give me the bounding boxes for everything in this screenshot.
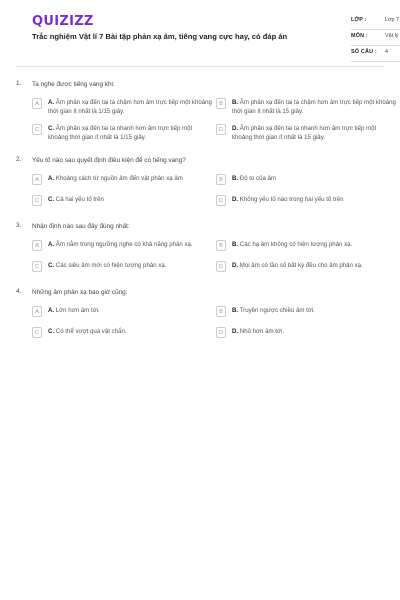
question-text: Nhận định nào sau đây đúng nhất: bbox=[32, 223, 130, 230]
option-letter: D. bbox=[232, 196, 239, 203]
answer-option-b[interactable] bbox=[216, 240, 396, 253]
option-checkbox[interactable]: C bbox=[32, 327, 42, 338]
meta-row-question-count bbox=[351, 46, 400, 62]
quizizz-logo: QUIZIZZ bbox=[32, 14, 94, 29]
option-text: Âm phản xạ đến tai ta chậm hơn âm trực tiếp một khoảng thời gian ít nhất là 15 giây. bbox=[232, 99, 396, 115]
option-text: Mọi âm có tần số bất kỳ đều cho âm phản xạ. bbox=[239, 262, 363, 269]
answer-options bbox=[32, 174, 384, 208]
option-content bbox=[232, 174, 276, 184]
option-checkbox[interactable]: C bbox=[32, 195, 42, 206]
option-content bbox=[232, 261, 363, 271]
option-content bbox=[232, 327, 284, 337]
option-content bbox=[232, 306, 315, 316]
option-checkbox[interactable]: D bbox=[216, 327, 226, 338]
option-content bbox=[48, 98, 212, 116]
worksheet-meta bbox=[351, 14, 400, 62]
option-checkbox[interactable]: A bbox=[32, 240, 42, 251]
answer-option-b[interactable] bbox=[216, 98, 396, 116]
option-checkbox[interactable]: A bbox=[32, 98, 42, 109]
question-number: 1. bbox=[16, 80, 22, 87]
option-text: Độ to của âm bbox=[239, 175, 277, 182]
option-letter: D. bbox=[232, 328, 239, 335]
option-letter: C. bbox=[48, 328, 55, 335]
answer-option-a[interactable] bbox=[32, 174, 212, 187]
option-letter: D. bbox=[232, 125, 239, 132]
question-1 bbox=[16, 80, 396, 142]
option-text: Nhỏ hơn âm tới. bbox=[239, 328, 285, 335]
option-text: Âm phản xạ đến tai ta chậm hơn âm trực tiếp một khoảng thời gian ít nhất là 1/15 giây. bbox=[48, 99, 212, 115]
option-letter: D. bbox=[232, 262, 239, 269]
option-letter: A. bbox=[48, 307, 55, 314]
option-letter: A. bbox=[48, 241, 55, 248]
question-2 bbox=[16, 156, 384, 208]
option-content bbox=[48, 195, 104, 205]
option-checkbox[interactable]: C bbox=[32, 261, 42, 272]
option-text: Âm phản xạ đến tai ta nhanh hơn âm trực tiếp một khoảng thời gian ít nhất là 15 giây. bbox=[232, 125, 377, 141]
option-content bbox=[48, 306, 100, 316]
option-letter: C. bbox=[48, 196, 55, 203]
question-text: Những âm phản xạ bao giờ cũng: bbox=[32, 289, 128, 296]
option-text: Có thể vượt qua vật chắn. bbox=[55, 328, 127, 335]
option-checkbox[interactable]: D bbox=[216, 261, 226, 272]
answer-option-a[interactable] bbox=[32, 98, 212, 116]
question-3 bbox=[16, 222, 384, 274]
worksheet-title: Trắc nghiệm Vật lí 7 Bài tập phản xạ âm, tiếng vang cực hay, có đáp án bbox=[32, 32, 288, 41]
option-text: Âm nằm trong ngưỡng nghe có khả năng phản xạ. bbox=[55, 241, 193, 248]
meta-row-class bbox=[351, 14, 400, 30]
option-content bbox=[48, 124, 212, 142]
meta-label: MÔN : bbox=[351, 33, 368, 39]
option-checkbox[interactable]: B bbox=[216, 306, 226, 317]
option-content bbox=[232, 195, 343, 205]
option-content bbox=[48, 327, 127, 337]
option-checkbox[interactable]: A bbox=[32, 174, 42, 185]
option-text: Cả hai yếu tố trên bbox=[55, 196, 104, 203]
option-letter: B. bbox=[232, 99, 239, 106]
question-list bbox=[16, 80, 396, 354]
option-checkbox[interactable]: A bbox=[32, 306, 42, 317]
answer-options bbox=[32, 306, 384, 340]
option-checkbox[interactable]: C bbox=[32, 124, 42, 135]
answer-option-c[interactable] bbox=[32, 124, 212, 142]
option-text: Các hạ âm không có hiện tượng phản xạ. bbox=[239, 241, 353, 248]
option-content bbox=[232, 98, 396, 116]
option-content bbox=[232, 240, 352, 250]
header-divider bbox=[16, 66, 384, 67]
answer-options bbox=[32, 240, 384, 274]
option-text: Truyền ngược chiều âm tới. bbox=[239, 307, 315, 314]
answer-option-b[interactable] bbox=[216, 174, 396, 187]
answer-option-d[interactable] bbox=[216, 327, 396, 340]
option-checkbox[interactable]: B bbox=[216, 174, 226, 185]
meta-row-subject bbox=[351, 30, 400, 46]
option-letter: B. bbox=[232, 307, 239, 314]
option-text: Không yếu tố nào trong hai yếu tố trên bbox=[239, 196, 344, 203]
meta-value: Lớp 7 bbox=[385, 17, 400, 23]
option-text: Khoảng cách từ nguồn âm đến vật phản xạ âm bbox=[55, 175, 183, 182]
question-number: 4. bbox=[16, 288, 22, 295]
question-number: 3. bbox=[16, 222, 22, 229]
answer-option-a[interactable] bbox=[32, 306, 212, 319]
meta-value: Vật lý bbox=[385, 33, 399, 39]
meta-value: 4 bbox=[385, 49, 388, 55]
option-content bbox=[48, 261, 166, 271]
option-text: Âm phản xạ đến tai ta nhanh hơn âm trực tiếp một khoảng thời gian ít nhất là 1/15 giây. bbox=[48, 125, 193, 141]
question-text: Ta nghe được tiếng vang khi: bbox=[32, 81, 115, 88]
answer-option-c[interactable] bbox=[32, 327, 212, 340]
option-text: Lớn hơn âm tới. bbox=[55, 307, 100, 314]
option-checkbox[interactable]: B bbox=[216, 240, 226, 251]
answer-options bbox=[32, 98, 396, 142]
answer-option-a[interactable] bbox=[32, 240, 212, 253]
answer-option-b[interactable] bbox=[216, 306, 396, 319]
answer-option-d[interactable] bbox=[216, 195, 396, 208]
option-letter: A. bbox=[48, 175, 55, 182]
question-text: Yếu tố nào sau quyết định điều kiện để có tiếng vang? bbox=[32, 157, 186, 164]
worksheet-header bbox=[16, 0, 400, 62]
answer-option-c[interactable] bbox=[32, 195, 212, 208]
option-letter: C. bbox=[48, 125, 55, 132]
option-letter: B. bbox=[232, 175, 239, 182]
option-text: Các siêu âm mới có hiện tượng phản xạ. bbox=[55, 262, 167, 269]
option-checkbox[interactable]: D bbox=[216, 195, 226, 206]
meta-label: LỚP : bbox=[351, 17, 367, 23]
question-4 bbox=[16, 288, 384, 340]
option-content bbox=[48, 174, 183, 184]
answer-option-c[interactable] bbox=[32, 261, 212, 274]
option-checkbox[interactable]: B bbox=[216, 98, 226, 109]
option-content bbox=[48, 240, 193, 250]
question-number: 2. bbox=[16, 156, 22, 163]
option-content bbox=[232, 124, 396, 142]
answer-option-d[interactable] bbox=[216, 124, 396, 142]
meta-label: SỐ CÂU : bbox=[351, 49, 377, 55]
option-letter: C. bbox=[48, 262, 55, 269]
option-letter: A. bbox=[48, 99, 55, 106]
answer-option-d[interactable] bbox=[216, 261, 396, 274]
option-letter: B. bbox=[232, 241, 239, 248]
option-checkbox[interactable]: D bbox=[216, 124, 226, 135]
